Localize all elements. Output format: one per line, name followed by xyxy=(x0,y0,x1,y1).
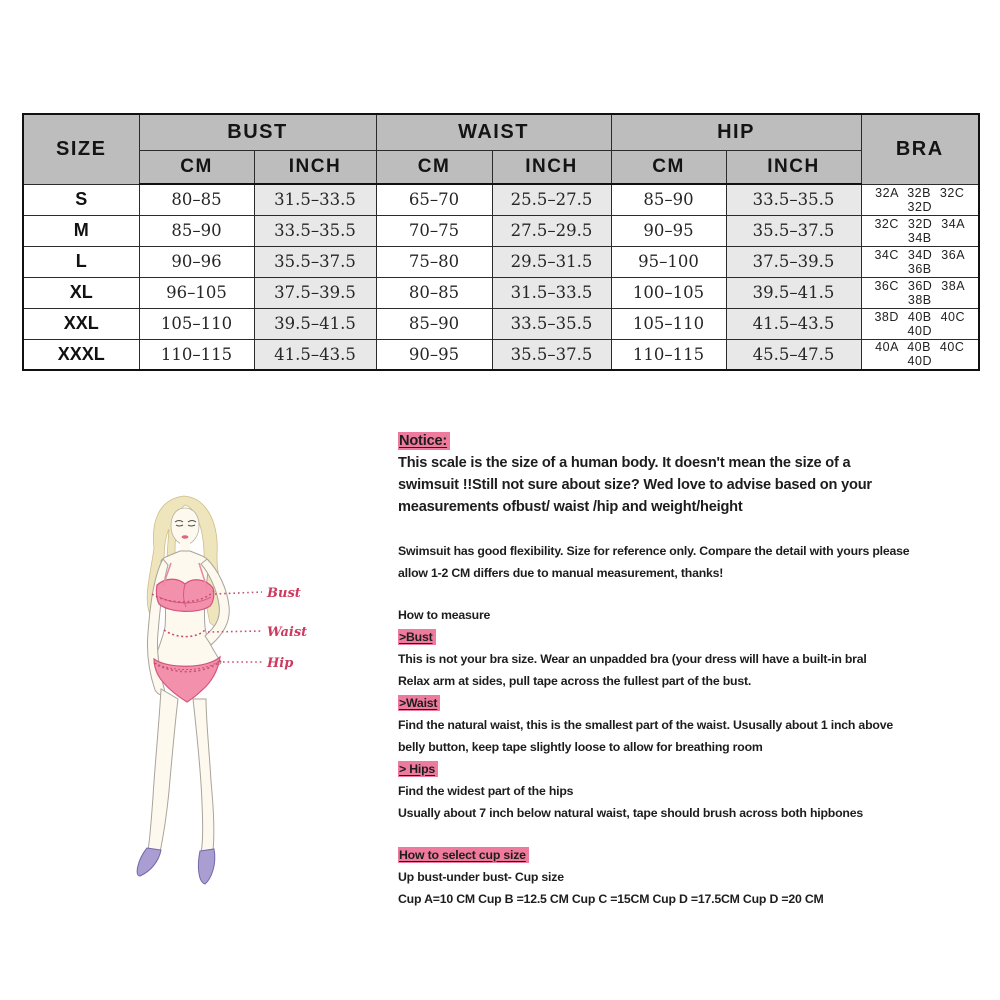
waist-cm-cell: 80–85 xyxy=(376,277,492,308)
hip-cm-cell: 110–115 xyxy=(611,339,726,370)
hip-cm-cell: 100–105 xyxy=(611,277,726,308)
bra-cell: 36C 36D 38A 38B xyxy=(861,277,979,308)
bra-cell: 34C 34D 36A 36B xyxy=(861,246,979,277)
waist-inch-cell: 25.5–27.5 xyxy=(492,184,611,215)
notice-text-line: measurements ofbust/ waist /hip and weight/height xyxy=(398,499,743,515)
header-hip-inch: INCH xyxy=(726,151,861,185)
waist-inch-cell: 35.5–37.5 xyxy=(492,339,611,370)
size-cell: S xyxy=(23,184,139,215)
notice-text-line: swimsuit !!Still not sure about size? Wed love to advise based on your xyxy=(398,477,872,493)
lips xyxy=(182,535,189,538)
hip-cm-cell: 95–100 xyxy=(611,246,726,277)
bust-text-line: Relax arm at sides, pull tape across the fullest part of the bust. xyxy=(398,674,752,688)
bust-cm-cell: 90–96 xyxy=(139,246,254,277)
waist-inch-cell: 33.5–35.5 xyxy=(492,308,611,339)
waist-inch-cell: 27.5–29.5 xyxy=(492,215,611,246)
header-bust-cm: CM xyxy=(139,151,254,185)
right-shoe xyxy=(198,849,214,884)
bust-cm-cell: 85–90 xyxy=(139,215,254,246)
bust-cm-cell: 110–115 xyxy=(139,339,254,370)
hip-inch-cell: 39.5–41.5 xyxy=(726,277,861,308)
hips-heading: > Hips xyxy=(398,761,438,777)
flexibility-text-line: allow 1-2 CM differs due to manual measurement, thanks! xyxy=(398,566,724,580)
header-size: SIZE xyxy=(23,114,139,184)
cup-text-line: Up bust-under bust- Cup size xyxy=(398,870,564,884)
bust-inch-cell: 31.5–33.5 xyxy=(254,184,376,215)
hip-inch-cell: 35.5–37.5 xyxy=(726,215,861,246)
table-row xyxy=(23,215,979,246)
hip-cm-cell: 90–95 xyxy=(611,215,726,246)
hips-text-line: Usually about 7 inch below natural waist, tape should brush across both hipbones xyxy=(398,806,864,820)
how-to-measure-heading: How to measure xyxy=(398,608,491,622)
hip-inch-cell: 41.5–43.5 xyxy=(726,308,861,339)
notice-heading: Notice: xyxy=(398,432,450,450)
bust-cm-cell: 105–110 xyxy=(139,308,254,339)
waist-inch-cell: 31.5–33.5 xyxy=(492,277,611,308)
bust-heading-line xyxy=(398,626,983,648)
waist-cm-cell: 65–70 xyxy=(376,184,492,215)
size-cell: XXXL xyxy=(23,339,139,370)
header-bust-inch: INCH xyxy=(254,151,376,185)
notice-text-line: This scale is the size of a human body. It doesn't mean the size of a xyxy=(398,455,851,471)
hip-cm-cell: 85–90 xyxy=(611,184,726,215)
size-cell: XXL xyxy=(23,308,139,339)
header-waist-inch: INCH xyxy=(492,151,611,185)
left-leg xyxy=(148,689,178,852)
waist-inch-cell: 29.5–31.5 xyxy=(492,246,611,277)
bust-inch-cell: 39.5–41.5 xyxy=(254,308,376,339)
measurement-figure xyxy=(105,493,355,888)
waist-heading-line xyxy=(398,692,983,714)
hip-inch-cell: 45.5–47.5 xyxy=(726,339,861,370)
bust-heading: >Bust xyxy=(398,629,436,645)
waist-label: Waist xyxy=(267,625,308,640)
waist-text-line: Find the natural waist, this is the smallest part of the waist. Ususally about 1 inch above xyxy=(398,718,893,732)
notes-section xyxy=(398,430,983,910)
waist-cm-cell: 90–95 xyxy=(376,339,492,370)
bust-cm-cell: 96–105 xyxy=(139,277,254,308)
bra-cell: 38D 40B 40C 40D xyxy=(861,308,979,339)
face xyxy=(171,508,199,545)
header-hip-cm: CM xyxy=(611,151,726,185)
size-cell: XL xyxy=(23,277,139,308)
header-waist: WAIST xyxy=(376,114,611,151)
bust-inch-cell: 33.5–35.5 xyxy=(254,215,376,246)
table-row xyxy=(23,308,979,339)
hips-heading-line xyxy=(398,758,983,780)
waist-heading: >Waist xyxy=(398,695,440,711)
size-cell: M xyxy=(23,215,139,246)
notice-heading-line xyxy=(398,430,983,452)
table-row xyxy=(23,246,979,277)
table-row xyxy=(23,339,979,370)
bust-text-line: This is not your bra size. Wear an unpadded bra (your dress will have a built-in bral xyxy=(398,652,867,666)
size-table xyxy=(22,113,980,371)
hip-cm-cell: 105–110 xyxy=(611,308,726,339)
bra-cell: 32A 32B 32C 32D xyxy=(861,184,979,215)
bust-label: Bust xyxy=(267,586,301,601)
waist-cm-cell: 85–90 xyxy=(376,308,492,339)
cup-heading-line xyxy=(398,844,983,866)
left-shoe xyxy=(137,848,161,876)
bra-cell: 40A 40B 40C 40D xyxy=(861,339,979,370)
header-bra: BRA xyxy=(861,114,979,184)
bra-cell: 32C 32D 34A 34B xyxy=(861,215,979,246)
table-row xyxy=(23,277,979,308)
flexibility-text-line: Swimsuit has good flexibility. Size for reference only. Compare the detail with yours please xyxy=(398,544,910,558)
bust-cm-cell: 80–85 xyxy=(139,184,254,215)
header-hip: HIP xyxy=(611,114,861,151)
header-bust: BUST xyxy=(139,114,376,151)
hip-inch-cell: 37.5–39.5 xyxy=(726,246,861,277)
cup-size-heading: How to select cup size xyxy=(398,847,529,863)
body-figure-illustration xyxy=(105,493,355,888)
hip-label: Hip xyxy=(267,656,294,671)
table-row xyxy=(23,184,979,215)
hip-inch-cell: 33.5–35.5 xyxy=(726,184,861,215)
bust-inch-cell: 35.5–37.5 xyxy=(254,246,376,277)
waist-cm-cell: 70–75 xyxy=(376,215,492,246)
cup-text-line: Cup A=10 CM Cup B =12.5 CM Cup C =15CM Cup D =17.5CM Cup D =20 CM xyxy=(398,892,824,906)
hips-text-line: Find the widest part of the hips xyxy=(398,784,574,798)
waist-cm-cell: 75–80 xyxy=(376,246,492,277)
bust-inch-cell: 41.5–43.5 xyxy=(254,339,376,370)
bust-inch-cell: 37.5–39.5 xyxy=(254,277,376,308)
right-leg xyxy=(193,699,214,853)
header-waist-cm: CM xyxy=(376,151,492,185)
waist-text-line: belly button, keep tape slightly loose to allow for breathing room xyxy=(398,740,763,754)
size-cell: L xyxy=(23,246,139,277)
